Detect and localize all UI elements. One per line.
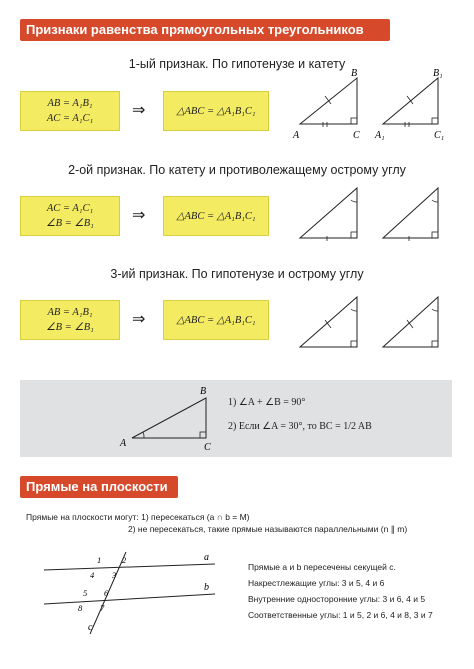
- criterion-1-cond2: AC = A₁C₁: [46, 113, 94, 124]
- criterion-2-conditions: [20, 196, 120, 236]
- criterion-3-heading: 3-ий признак. По гипотенузе и острому углу: [110, 267, 364, 281]
- section-title-bar: [20, 476, 178, 498]
- label-c1: C₁: [434, 130, 445, 141]
- lines-fact-2: Накрестлежащие углы: 3 и 5, 4 и 6: [248, 578, 385, 588]
- lines-fact-4: Соответственные углы: 1 и 5, 2 и 6, 4 и 8, 3 и 7: [248, 610, 433, 620]
- implies-arrow: ⇒: [132, 207, 146, 224]
- note-label-b: B: [200, 386, 207, 397]
- label-a1: A₁: [375, 130, 385, 141]
- parallel-lines-diagram: [40, 548, 225, 638]
- note-triangle: [118, 384, 228, 454]
- label-b1: B₁: [433, 68, 443, 79]
- note-label-a: A: [120, 438, 127, 449]
- implies-arrow: ⇒: [132, 311, 146, 328]
- triangle-a1b1c1: [383, 297, 438, 347]
- angle-3: 3: [112, 570, 117, 580]
- angle-1: 1: [97, 555, 102, 565]
- note-box: [20, 380, 452, 457]
- lines-fact-3: Внутренние односторонние углы: 3 и 6, 4 и 5: [248, 594, 426, 604]
- angle-7: 7: [100, 603, 105, 613]
- criterion-1-conditions: [20, 91, 120, 131]
- label-a: A: [293, 130, 300, 141]
- line-b-label: b: [204, 582, 209, 593]
- note-label-c: C: [204, 442, 211, 453]
- criterion-1-result: △ABC = △A₁B₁C₁: [163, 91, 269, 131]
- section-title: Признаки равенства прямоугольных треугольников: [26, 22, 364, 37]
- angle-6: 6: [104, 588, 109, 598]
- lines-intro-2: 2) не пересекаться, такие прямые называются параллельными (n ∥ m): [128, 524, 408, 534]
- note-fact-1: 1) ∠A + ∠B = 90°: [228, 397, 306, 408]
- angle-5: 5: [83, 588, 88, 598]
- section-title: Прямые на плоскости: [26, 479, 168, 494]
- criterion-2-cond1: AC = A₁C₁: [46, 203, 94, 214]
- label-c: C: [353, 130, 360, 141]
- triangle-a1b1c1: [383, 188, 438, 241]
- lines-fact-1: Прямые a и b пересечены секущей c.: [248, 562, 396, 572]
- criterion-2-triangles: [285, 178, 455, 258]
- triangle-abc: [292, 68, 360, 141]
- triangle-abc: [300, 188, 357, 241]
- criterion-2-result: △ABC = △A₁B₁C₁: [163, 196, 269, 236]
- angle-2: 2: [122, 555, 127, 565]
- criterion-3-cond2: ∠B = ∠B₁: [46, 322, 94, 333]
- criterion-3-conditions: [20, 300, 120, 340]
- criterion-1-triangles: [285, 66, 455, 146]
- label-b: B: [351, 68, 358, 79]
- triangle-a1b1c1: [374, 68, 444, 141]
- line-a-label: a: [204, 552, 209, 563]
- note-fact-2: 2) Если ∠A = 30°, то BC = 1/2 AB: [228, 421, 372, 432]
- criterion-2-heading: 2-ой признак. По катету и противолежащему острому углу: [68, 163, 406, 177]
- criterion-1-cond1: AB = A₁B₁: [47, 98, 93, 109]
- implies-arrow: ⇒: [132, 102, 146, 119]
- line-c-label: c: [88, 622, 93, 633]
- criterion-3-cond1: AB = A₁B₁: [47, 307, 93, 318]
- criterion-1-heading: 1-ый признак. По гипотенузе и катету: [128, 57, 346, 71]
- angle-8: 8: [78, 603, 83, 613]
- angle-4: 4: [90, 570, 95, 580]
- section-title-bar: [20, 19, 390, 41]
- lines-intro-1: Прямые на плоскости могут: 1) пересекаться (a ∩ b = M): [26, 512, 250, 522]
- triangle-abc: [300, 297, 357, 347]
- criterion-3-triangles: [285, 283, 455, 363]
- criterion-3-result: △ABC = △A₁B₁C₁: [163, 300, 269, 340]
- criterion-2-cond2: ∠B = ∠B₁: [46, 218, 94, 229]
